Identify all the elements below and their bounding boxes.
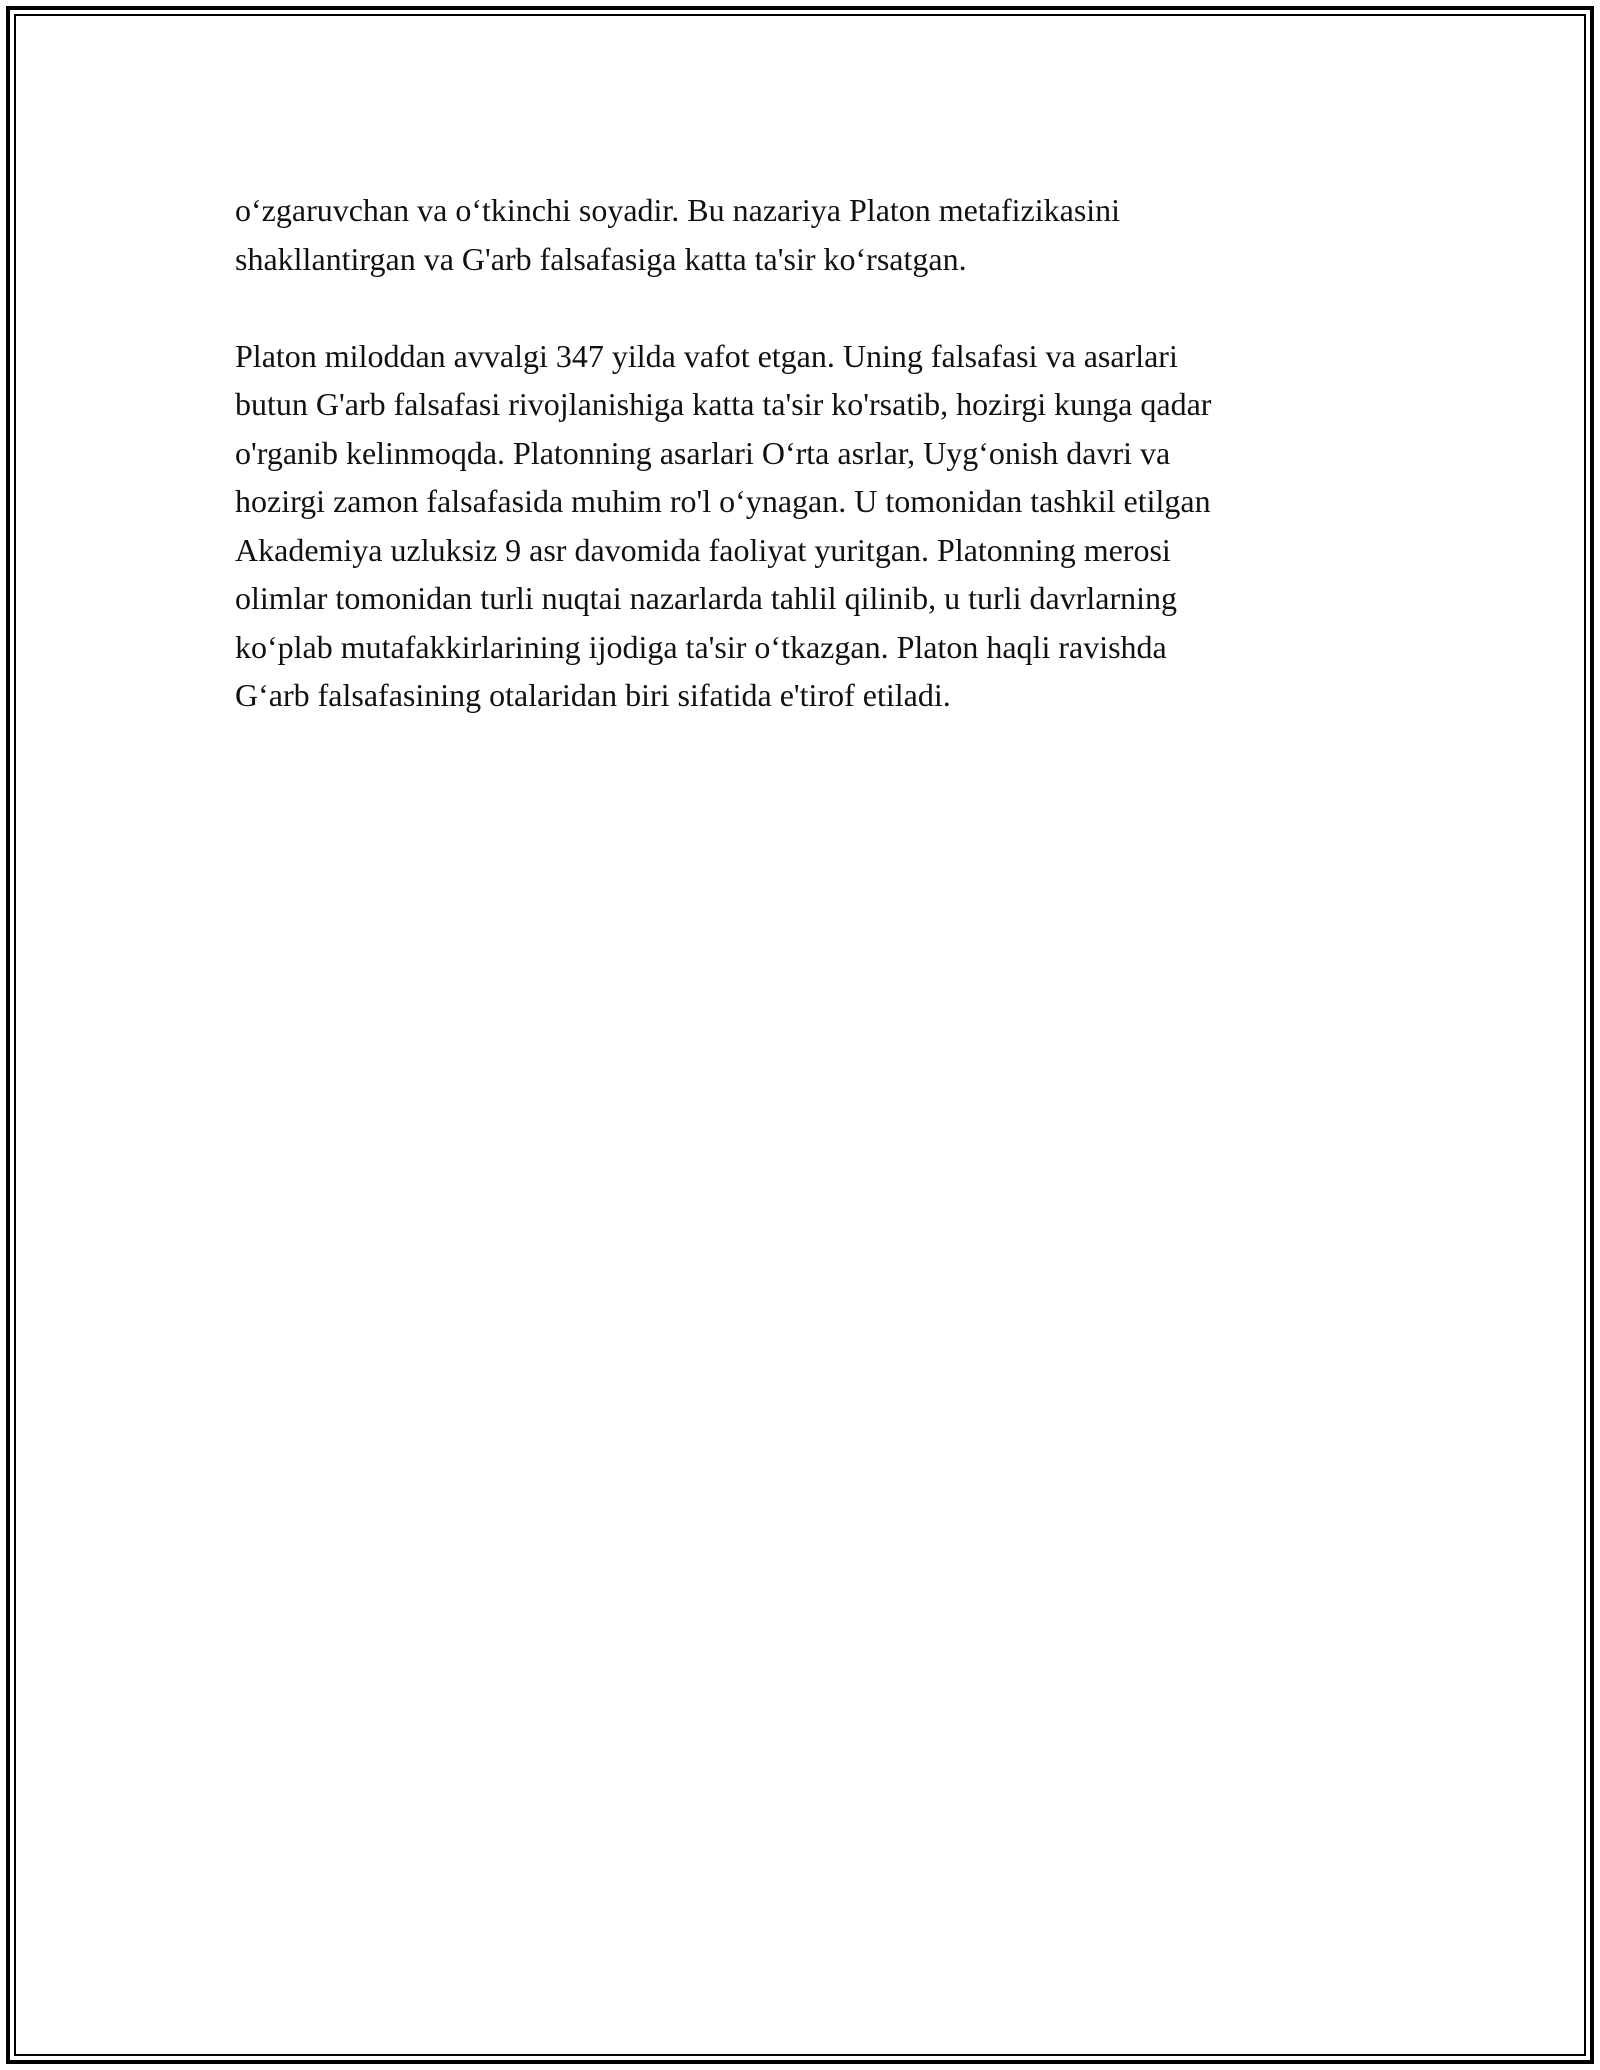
text-line: Akademiya uzluksiz 9 asr davomida faoliyat yuritgan. Platonning merosi <box>235 531 1171 568</box>
text-line: G‘arb falsafasining otalaridan biri sifatida e'tirof etiladi. <box>235 677 951 713</box>
text-line: o‘zgaruvchan va o‘tkinchi soyadir. Bu nazariya Platon metafizikasini <box>235 192 1121 228</box>
text-line: Platon miloddan avvalgi 347 yilda vafot etgan. Uning falsafasi va asarlari <box>235 337 1178 374</box>
document-body <box>235 186 1365 720</box>
text-line: olimlar tomonidan turli nuqtai nazarlarda tahlil qilinib, u turli davrlarning <box>235 580 1177 616</box>
paragraph <box>235 186 1365 283</box>
text-line: ko‘plab mutafakkirlarining ijodiga ta'sir o‘tkazgan. Platon haqli ravishda <box>235 628 1167 665</box>
text-line: o'rganib kelinmoqda. Platonning asarlari O‘rta asrlar, Uyg‘onish davri va <box>235 434 1171 471</box>
text-line: butun G'arb falsafasi rivojlanishiga katta ta'sir ko'rsatib, hozirgi kunga qadar <box>235 386 1212 422</box>
text-line: shakllantirgan va G'arb falsafasiga katta ta'sir ko‘rsatgan. <box>235 240 967 277</box>
paragraph <box>235 332 1365 720</box>
text-line: hozirgi zamon falsafasida muhim ro'l o‘ynagan. U tomonidan tashkil etilgan <box>235 483 1211 519</box>
paragraph-spacer <box>235 283 1365 332</box>
